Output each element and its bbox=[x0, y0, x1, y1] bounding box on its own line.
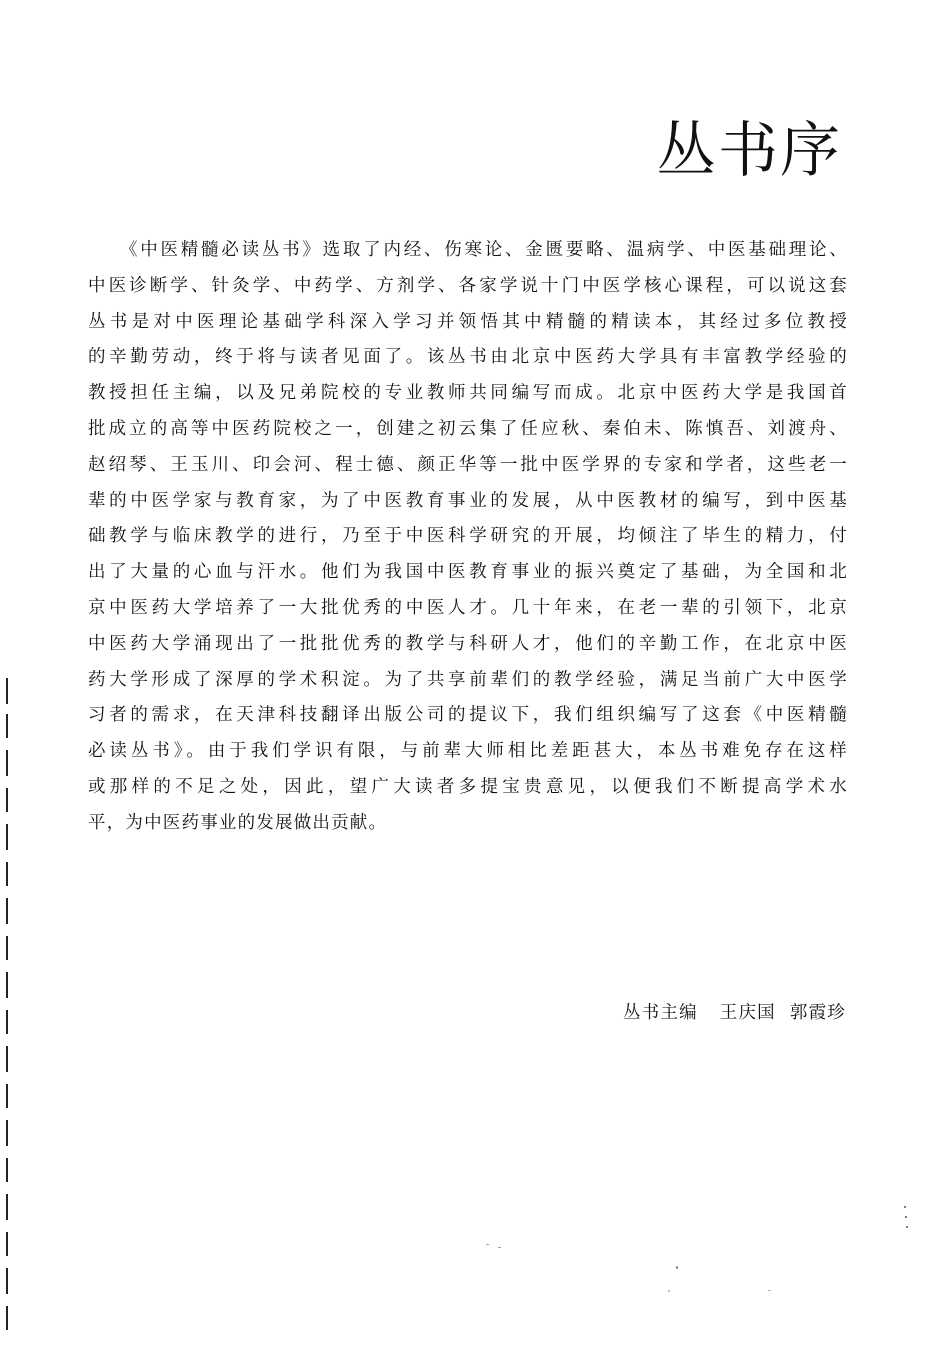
paragraph-line: 中医药大学涌现出了一批批优秀的教学与科研人才，他们的辛勤工作，在北京中医 bbox=[88, 633, 848, 654]
scan-binding-marks bbox=[4, 678, 10, 1338]
signature-editor-2: 郭霞珍 bbox=[789, 1003, 846, 1023]
paragraph-line: 或那样的不足之处，因此，望广大读者多提宝贵意见，以便我们不断提高学术水 bbox=[88, 776, 848, 797]
paragraph-line: 习者的需求，在天津科技翻译出版公司的提议下，我们组织编写了这套《中医精髓 bbox=[88, 705, 848, 726]
paragraph-line: 批成立的高等中医药院校之一，创建之初云集了任应秋、秦伯未、陈慎吾、刘渡舟、 bbox=[88, 418, 848, 439]
paragraph-line: 丛书是对中医理论基础学科深入学习并领悟其中精髓的精读本，其经过多位教授 bbox=[88, 311, 848, 332]
paragraph-line: 辈的中医学家与教育家，为了中医教育事业的发展，从中医教材的编写，到中医基 bbox=[88, 490, 848, 511]
paragraph-line: 的辛勤劳动，终于将与读者见面了。该丛书由北京中医药大学具有丰富教学经验的 bbox=[88, 347, 848, 368]
paragraph-line: 赵绍琴、王玉川、印会河、程士德、颜正华等一批中医学界的专家和学者，这些老一 bbox=[88, 454, 848, 475]
paragraph-line: 必读丛书》。由于我们学识有限，与前辈大师相比差距甚大，本丛书难免存在这样 bbox=[88, 741, 848, 762]
preface-paragraph bbox=[88, 233, 848, 842]
paragraph-line: 京中医药大学培养了一大批优秀的中医人才。几十年来，在老一辈的引领下，北京 bbox=[88, 597, 848, 618]
paragraph-line: 出了大量的心血与汗水。他们为我国中医教育事业的振兴奠定了基础，为全国和北 bbox=[88, 562, 848, 583]
page-title: 丛书序 bbox=[656, 116, 842, 186]
signature-editor-1: 王庆国 bbox=[719, 1003, 776, 1023]
signature-block bbox=[623, 998, 846, 1028]
paragraph-line: 教授担任主编，以及兄弟院校的专业教师共同编写而成。北京中医药大学是我国首 bbox=[88, 383, 848, 404]
signature-role: 丛书主编 bbox=[622, 1003, 698, 1023]
paragraph-line: 《中医精髓必读丛书》选取了内经、伤寒论、金匮要略、温病学、中医基础理论、 bbox=[120, 240, 848, 260]
paragraph-line: 药大学形成了深厚的学术积淀。为了共享前辈们的教学经验，满足当前广大中医学 bbox=[88, 669, 848, 690]
paragraph-line: 中医诊断学、针灸学、中药学、方剂学、各家学说十门中医学核心课程，可以说这套 bbox=[88, 275, 848, 296]
paragraph-line: 础教学与临床教学的进行，乃至于中医科学研究的开展，均倾注了毕生的精力，付 bbox=[88, 526, 848, 547]
paragraph-line: 平，为中医药事业的发展做出贡献。 bbox=[88, 812, 388, 833]
